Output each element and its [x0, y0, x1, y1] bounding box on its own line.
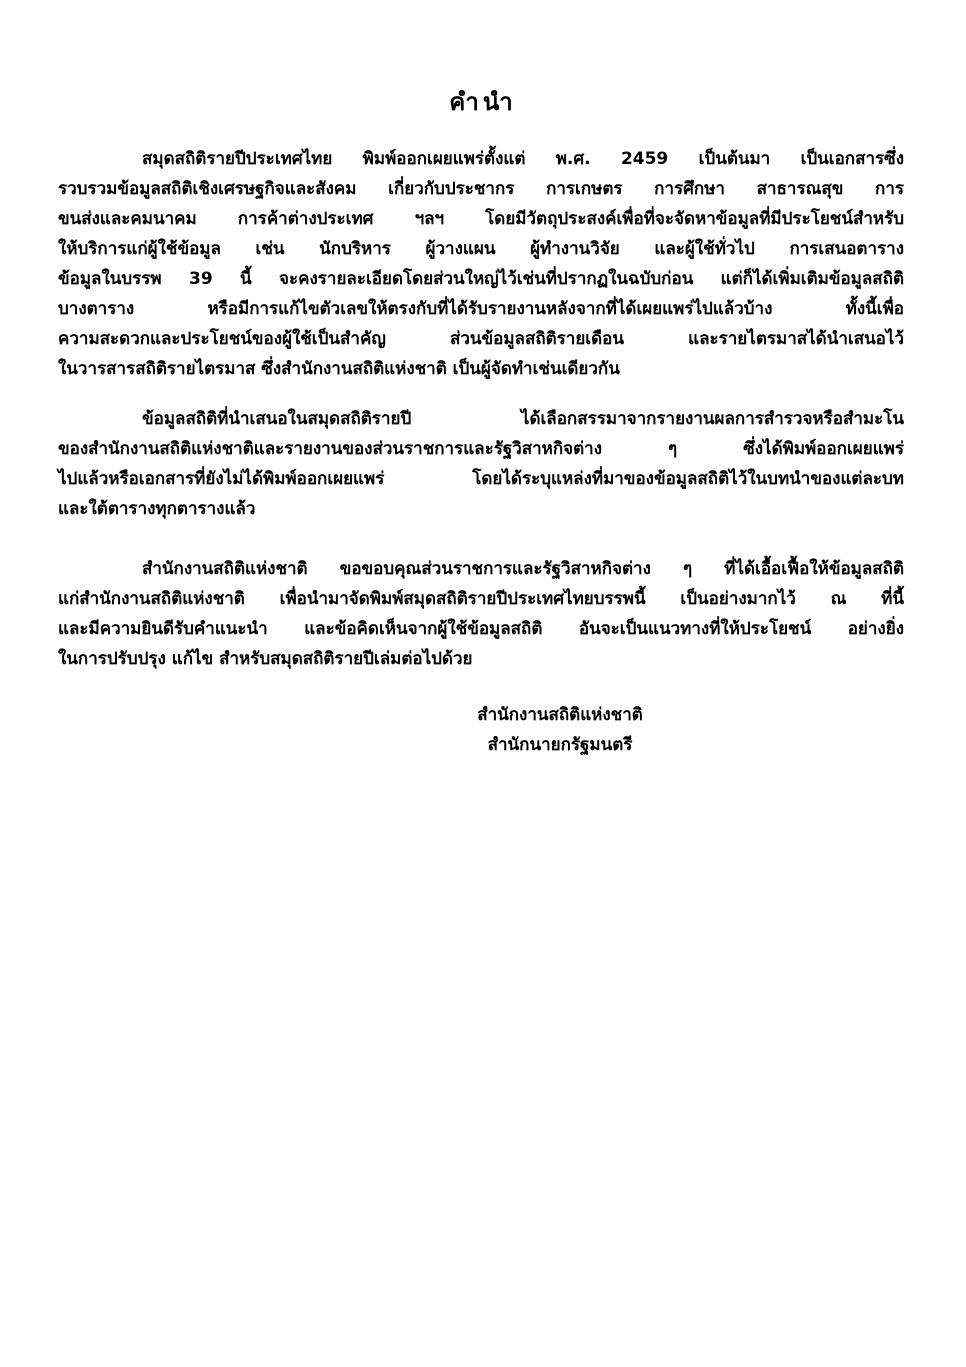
paragraph-line: สำนักงานสถิติแห่งชาติ ขอขอบคุณส่วนราชการและรัฐวิสาหกิจต่าง ๆ ที่ได้เอื้อเฟื้อให้ข้อมูลสถิติ	[142, 559, 904, 579]
paragraph-line: ขนส่งและคมนาคม การค้าต่างประเทศ ฯลฯ โดยมีวัตถุประสงค์เพื่อที่จะจัดหาข้อมูลที่มีประโยชน์สำหรับ	[58, 209, 904, 229]
document-title: คำนำ	[449, 88, 517, 116]
paragraph-line: แก่สำนักงานสถิติแห่งชาติ เพื่อนำมาจัดพิมพ์สมุดสถิติรายปีประเทศไทยบรรพนี้ เป็นอย่างมากไว้ ณ ที่นี้	[58, 589, 904, 609]
paragraph-line: ไปแล้วหรือเอกสารที่ยังไม่ได้พิมพ์ออกเผยแพร่ โดยได้ระบุแหล่งที่มาของข้อมูลสถิติไว้ในบทนำของแต่ละบท	[58, 469, 904, 489]
signature-ministry: สำนักนายกรัฐมนตรี	[487, 735, 633, 755]
paragraph-line: ในวารสารสถิติรายไตรมาส ซึ่งสำนักงานสถิติแห่งชาติ เป็นผู้จัดทำเช่นเดียวกัน	[58, 359, 620, 379]
paragraph-data-sources	[58, 404, 904, 524]
paragraph-line: รวบรวมข้อมูลสถิติเชิงเศรษฐกิจและสังคม เกี่ยวกับประชากร การเกษตร การศึกษา สาธารณสุข การ	[58, 179, 904, 199]
paragraph-line: ในการปรับปรุง แก้ไข สำหรับสมุดสถิติรายปีเล่มต่อไปด้วย	[58, 649, 473, 669]
paragraph-acknowledgement	[58, 554, 904, 674]
paragraph-line: ให้บริการแก่ผู้ใช้ข้อมูล เช่น นักบริหาร ผู้วางแผน ผู้ทำงานวิจัย และผู้ใช้ทั่วไป การเสนอตาราง	[58, 239, 904, 259]
paragraph-line: ของสำนักงานสถิติแห่งชาติและรายงานของส่วนราชการและรัฐวิสาหกิจต่าง ๆ ซึ่งได้พิมพ์ออกเผยแพร่	[58, 439, 904, 459]
paragraph-line: ข้อมูลสถิติที่นำเสนอในสมุดสถิติรายปี ได้เลือกสรรมาจากรายงานผลการสำรวจหรือสำมะโน	[142, 409, 904, 429]
signature-block	[460, 700, 660, 760]
paragraph-line: บางตาราง หรือมีการแก้ไขตัวเลขให้ตรงกับที่ได้รับรายงานหลังจากที่ได้เผยแพร่ไปแล้วบ้าง ทั้งนี้เพื่อ	[58, 299, 904, 319]
paragraph-introduction	[58, 144, 904, 384]
paragraph-line: ข้อมูลในบรรพ 39 นี้ จะคงรายละเอียดโดยส่วนใหญ่ไว้เช่นที่ปรากฏในฉบับก่อน แต่ก็ได้เพิ่มเติมข้อมูลสถิติ	[58, 269, 904, 289]
paragraph-line: ความสะดวกและประโยชน์ของผู้ใช้เป็นสำคัญ ส่วนข้อมูลสถิติรายเดือน และรายไตรมาสได้นำเสนอไว้	[58, 329, 904, 349]
paragraph-line: และใต้ตารางทุกตารางแล้ว	[58, 499, 256, 519]
signature-office: สำนักงานสถิติแห่งชาติ	[477, 705, 643, 725]
paragraph-line: และมีความยินดีรับคำแนะนำ และข้อคิดเห็นจากผู้ใช้ข้อมูลสถิติ อันจะเป็นแนวทางที่ให้ประโยชน์ อย่างยิ่ง	[58, 619, 904, 639]
paragraph-line: สมุดสถิติรายปีประเทศไทย พิมพ์ออกเผยแพร่ตั้งแต่ พ.ศ. 2459 เป็นต้นมา เป็นเอกสารซึ่ง	[142, 149, 904, 169]
